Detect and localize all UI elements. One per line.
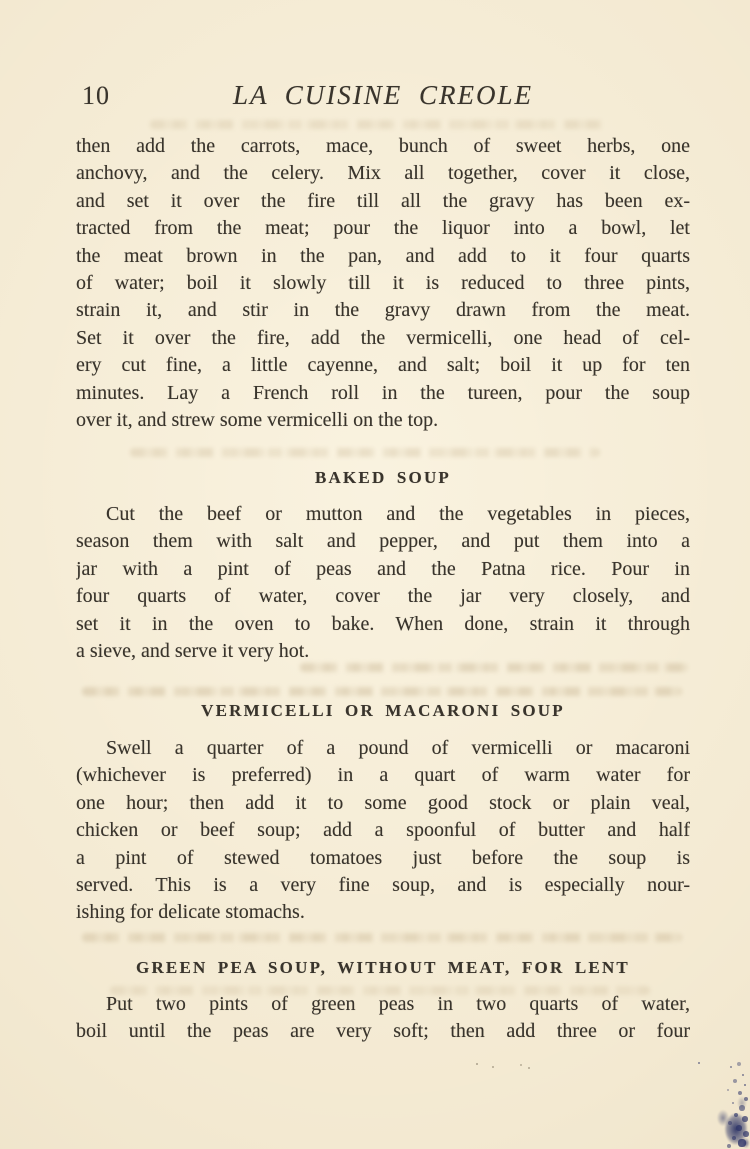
running-title: LA CUISINE CREOLE <box>232 80 533 110</box>
text-line: set it in the oven to bake. When done, strain it through <box>76 612 690 635</box>
text-line: one hour; then add it to some good stock or plain veal, <box>76 791 690 814</box>
text-line: a sieve, and serve it very hot. <box>76 639 310 662</box>
text-line: four quarts of water, cover the jar very closely, and <box>76 585 690 608</box>
recipe-heading-vermicelli-or-macaroni-soup: VERMICELLI OR MACARONI SOUP <box>201 701 565 720</box>
recipe-paragraph-green-pea-soup <box>76 991 690 1046</box>
text-line: boil until the peas are very soft; then add three or four <box>76 1020 690 1043</box>
text-line: season them with salt and pepper, and put them into a <box>76 530 690 553</box>
text-line: strain it, and stir in the gravy drawn from the meat. <box>76 299 690 322</box>
recipe-paragraph-baked-soup <box>76 501 690 665</box>
text-line: served. This is a very fine soup, and is especially nour- <box>76 873 690 896</box>
text-line: over it, and strew some vermicelli on the top. <box>76 408 439 431</box>
text-line: then add the carrots, mace, bunch of sweet herbs, one <box>76 135 690 157</box>
recipe-paragraph-vermicelli-or-macaroni-soup <box>76 735 690 927</box>
text-line: ishing for delicate stomachs. <box>76 901 305 924</box>
text-line: a pint of stewed tomatoes just before the soup is <box>76 846 690 869</box>
text-line: Set it over the fire, add the vermicelli, one head of cel- <box>76 326 690 349</box>
text-line: tracted from the meat; pour the liquor into a bowl, let <box>76 217 690 240</box>
text-line: anchovy, and the celery. Mix all together, cover it close, <box>76 162 690 185</box>
text-line: jar with a pint of peas and the Patna rice. Pour in <box>76 557 690 580</box>
show-through-mark <box>82 687 682 696</box>
page-header <box>76 0 690 120</box>
text-line: and set it over the fire till all the gravy has been ex- <box>76 189 690 212</box>
recipe-paragraph-continued <box>76 133 690 434</box>
text-line: ery cut fine, a little cayenne, and salt; boil it up for ten <box>76 354 690 377</box>
ink-stain-speckles <box>698 1062 700 1064</box>
text-line: Put two pints of green peas in two quarts of water, <box>106 993 690 1015</box>
text-line: minutes. Lay a French roll in the tureen, pour the soup <box>76 381 690 404</box>
text-line: (whichever is preferred) in a quart of warm water for <box>76 764 690 787</box>
text-line: chicken or beef soup; add a spoonful of butter and half <box>76 819 690 842</box>
text-line: the meat brown in the pan, and add to it four quarts <box>76 244 690 267</box>
ink-stain <box>702 1085 750 1149</box>
show-through-mark <box>130 448 600 457</box>
show-through-mark <box>82 933 682 942</box>
text-line: Swell a quarter of a pound of vermicelli or macaroni <box>106 737 690 759</box>
text-line: Cut the beef or mutton and the vegetables in pieces, <box>106 503 690 525</box>
page-number: 10 <box>82 81 110 110</box>
recipe-heading-green-pea-soup: GREEN PEA SOUP, WITHOUT MEAT, FOR LENT <box>136 958 630 977</box>
stray-ink-dots <box>476 1063 478 1065</box>
text-line: of water; boil it slowly till it is reduced to three pints, <box>76 271 690 294</box>
show-through-mark <box>150 120 610 129</box>
recipe-heading-baked-soup: BAKED SOUP <box>314 468 452 487</box>
